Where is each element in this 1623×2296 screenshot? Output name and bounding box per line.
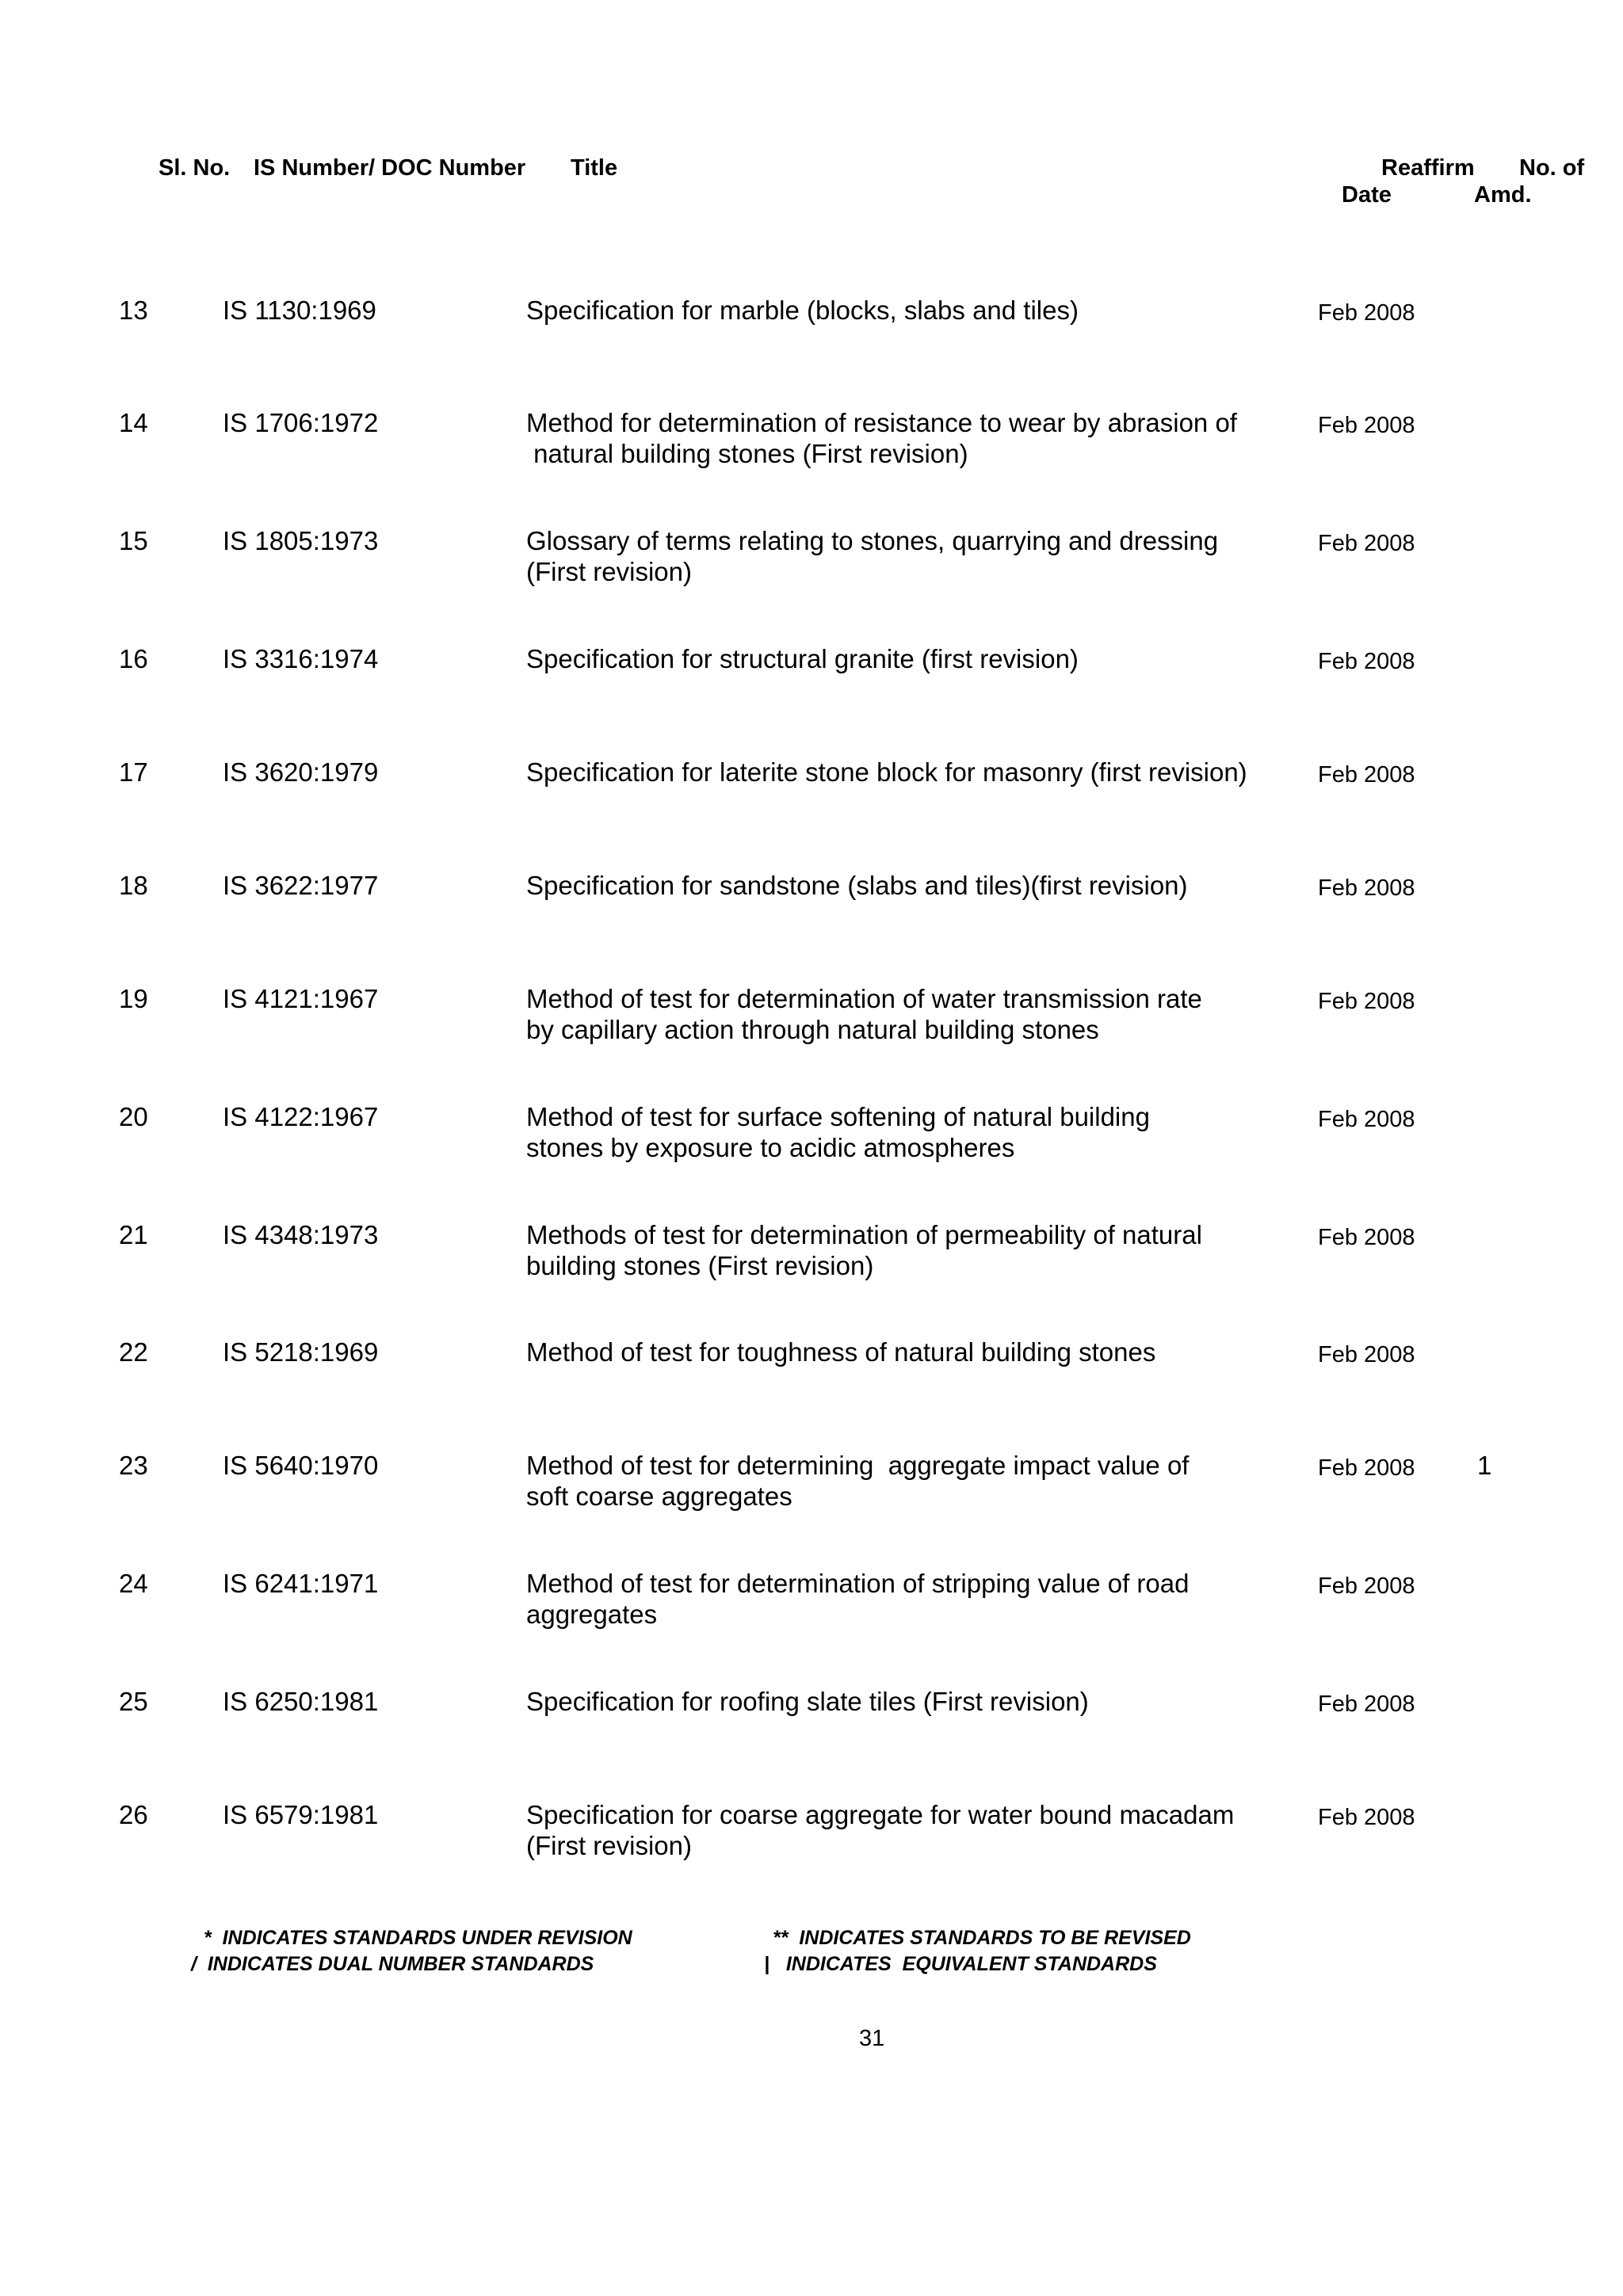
legend-under-revision: * INDICATES STANDARDS UNDER REVISION <box>198 1927 632 1949</box>
is-number-cell: IS 6241:1971 <box>223 1569 379 1598</box>
legend-to-be-revised: ** INDICATES STANDARDS TO BE REVISED <box>773 1927 1191 1949</box>
sl-no-cell: 23 <box>119 1451 148 1480</box>
title-line-2: natural building stones (First revision) <box>526 439 968 468</box>
title-line-1: Specification for sandstone (slabs and tiles)(first revision) <box>526 871 1188 900</box>
title-cell <box>526 525 1271 587</box>
amd-cell: 1 <box>1477 1451 1492 1480</box>
title-cell <box>526 1101 1271 1163</box>
is-number-cell: IS 1706:1972 <box>223 408 379 437</box>
header-amd: Amd. <box>1474 182 1532 208</box>
title-line-1: Method of test for toughness of natural building stones <box>526 1337 1156 1367</box>
header-reaffirm: Reaffirm <box>1381 155 1475 181</box>
is-number-cell: IS 4121:1967 <box>223 984 379 1013</box>
header-is-number: IS Number/ DOC Number <box>254 155 526 181</box>
title-line-1: Specification for laterite stone block for masonry (first revision) <box>526 757 1247 787</box>
is-number-cell: IS 4122:1967 <box>223 1102 379 1131</box>
is-number-cell: IS 3316:1974 <box>223 644 379 673</box>
reaffirm-date-cell: Feb 2008 <box>1318 649 1415 674</box>
reaffirm-date-cell: Feb 2008 <box>1318 875 1415 901</box>
header-sl-no: Sl. No. <box>158 155 231 181</box>
reaffirm-date-cell: Feb 2008 <box>1318 1342 1415 1367</box>
title-cell <box>526 757 1271 788</box>
page-number: 31 <box>859 2026 885 2051</box>
title-cell <box>526 1219 1271 1281</box>
sl-no-cell: 25 <box>119 1687 148 1716</box>
is-number-cell: IS 1805:1973 <box>223 526 379 555</box>
title-line-1: Method of test for determining aggregate impact value of <box>526 1451 1190 1480</box>
title-line-1: Specification for roofing slate tiles (First revision) <box>526 1687 1089 1716</box>
is-number-cell: IS 1130:1969 <box>223 296 376 325</box>
title-line-2: stones by exposure to acidic atmospheres <box>526 1133 1015 1162</box>
reaffirm-date-cell: Feb 2008 <box>1318 1805 1415 1830</box>
is-number-cell: IS 6250:1981 <box>223 1687 379 1716</box>
legend-equivalent: | INDICATES EQUIVALENT STANDARDS <box>764 1953 1157 1975</box>
title-line-1: Method of test for determination of stripping value of road <box>526 1569 1190 1598</box>
sl-no-cell: 15 <box>119 526 148 555</box>
title-line-2: by capillary action through natural building stones <box>526 1015 1099 1044</box>
reaffirm-date-cell: Feb 2008 <box>1318 989 1415 1014</box>
header-no-of: No. of <box>1519 155 1585 181</box>
reaffirm-date-cell: Feb 2008 <box>1318 1691 1415 1717</box>
sl-no-cell: 17 <box>119 757 148 787</box>
reaffirm-date-cell: Feb 2008 <box>1318 1573 1415 1599</box>
is-number-cell: IS 4348:1973 <box>223 1220 379 1249</box>
reaffirm-date-cell: Feb 2008 <box>1318 413 1415 438</box>
sl-no-cell: 14 <box>119 408 148 437</box>
title-line-1: Methods of test for determination of permeability of natural <box>526 1220 1202 1249</box>
is-number-cell: IS 3620:1979 <box>223 757 379 787</box>
title-cell <box>526 870 1271 901</box>
sl-no-cell: 22 <box>119 1337 148 1367</box>
header-title: Title <box>571 155 618 181</box>
is-number-cell: IS 5640:1970 <box>223 1451 379 1480</box>
sl-no-cell: 24 <box>119 1569 148 1598</box>
title-cell <box>526 983 1271 1045</box>
reaffirm-date-cell: Feb 2008 <box>1318 300 1415 326</box>
sl-no-cell: 13 <box>119 296 148 325</box>
sl-no-cell: 20 <box>119 1102 148 1131</box>
is-number-cell: IS 3622:1977 <box>223 871 379 900</box>
title-line-2: aggregates <box>526 1600 658 1629</box>
is-number-cell: IS 6579:1981 <box>223 1800 379 1829</box>
title-line-1: Specification for marble (blocks, slabs and tiles) <box>526 296 1079 325</box>
title-line-1: Glossary of terms relating to stones, quarrying and dressing <box>526 526 1219 555</box>
title-line-2: (First revision) <box>526 557 693 586</box>
sl-no-cell: 21 <box>119 1220 148 1249</box>
reaffirm-date-cell: Feb 2008 <box>1318 531 1415 556</box>
title-cell <box>526 407 1271 469</box>
reaffirm-date-cell: Feb 2008 <box>1318 1225 1415 1250</box>
sl-no-cell: 19 <box>119 984 148 1013</box>
title-line-2: (First revision) <box>526 1831 693 1860</box>
title-line-2: building stones (First revision) <box>526 1251 874 1280</box>
reaffirm-date-cell: Feb 2008 <box>1318 1107 1415 1132</box>
title-cell <box>526 1450 1271 1512</box>
sl-no-cell: 18 <box>119 871 148 900</box>
title-cell <box>526 1799 1271 1861</box>
title-cell <box>526 295 1271 326</box>
title-cell <box>526 1337 1271 1367</box>
reaffirm-date-cell: Feb 2008 <box>1318 762 1415 788</box>
title-line-1: Specification for structural granite (first revision) <box>526 644 1079 673</box>
sl-no-cell: 26 <box>119 1800 148 1829</box>
title-cell <box>526 1568 1271 1630</box>
title-cell <box>526 643 1271 674</box>
title-line-1: Method of test for surface softening of natural building <box>526 1102 1150 1131</box>
title-line-1: Method for determination of resistance to wear by abrasion of <box>526 408 1237 437</box>
title-line-2: soft coarse aggregates <box>526 1482 792 1511</box>
title-cell <box>526 1686 1271 1717</box>
header-reaffirm-date: Date <box>1342 182 1392 208</box>
reaffirm-date-cell: Feb 2008 <box>1318 1455 1415 1481</box>
sl-no-cell: 16 <box>119 644 148 673</box>
title-line-1: Method of test for determination of water transmission rate <box>526 984 1202 1013</box>
title-line-1: Specification for coarse aggregate for water bound macadam <box>526 1800 1235 1829</box>
is-number-cell: IS 5218:1969 <box>223 1337 379 1367</box>
legend-dual-number: / INDICATES DUAL NUMBER STANDARDS <box>191 1953 594 1975</box>
